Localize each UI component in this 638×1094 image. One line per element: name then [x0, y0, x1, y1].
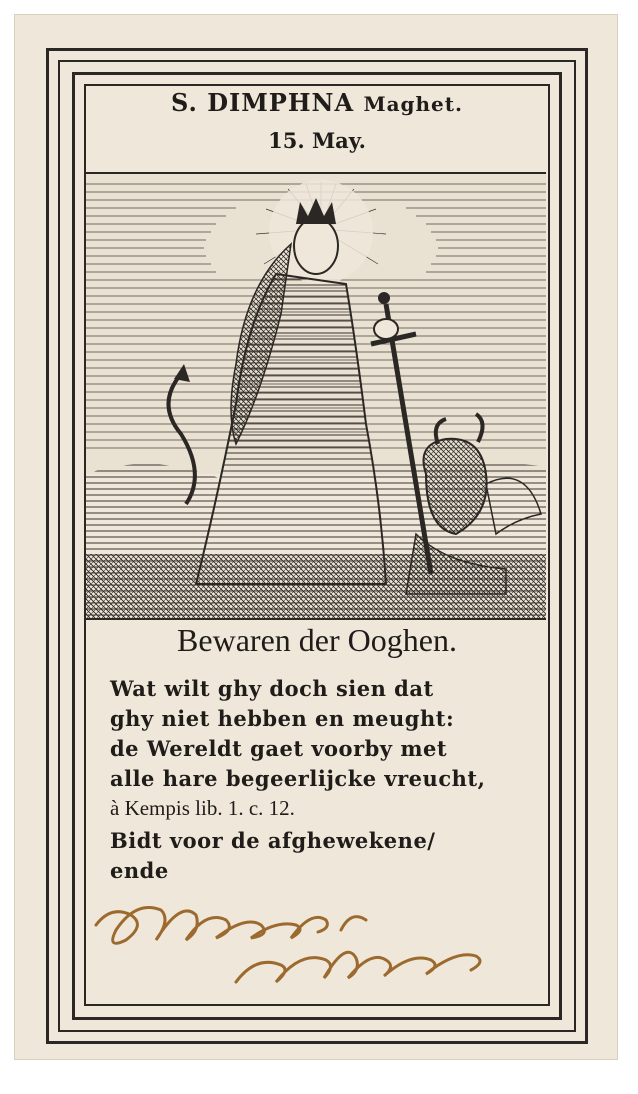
- handwritten-signature: [86, 870, 516, 1000]
- verse-line-2: ghy niet hebben en meught:: [110, 706, 455, 731]
- verse-line-3: de Wereldt gaet voorby met: [110, 736, 448, 761]
- section-heading: Bewaren der Ooghen.: [177, 622, 457, 658]
- saint-epithet: Maghet.: [363, 92, 463, 116]
- saint-name: S. DIMPHNA: [171, 88, 355, 117]
- citation: à Kempis lib. 1. c. 12.: [110, 796, 295, 820]
- verse-line-4: alle hare begeerlijcke vreucht,: [110, 766, 486, 791]
- prayer-line-2: ende: [110, 858, 169, 883]
- prayer-line-1: Bidt voor de afghewekene/: [110, 828, 436, 853]
- saint-title: [84, 88, 550, 117]
- engraving-illustration: [86, 172, 546, 620]
- verse-line-1: Wat wilt ghy doch sien dat: [110, 676, 434, 701]
- feast-date: 15. May.: [268, 128, 366, 153]
